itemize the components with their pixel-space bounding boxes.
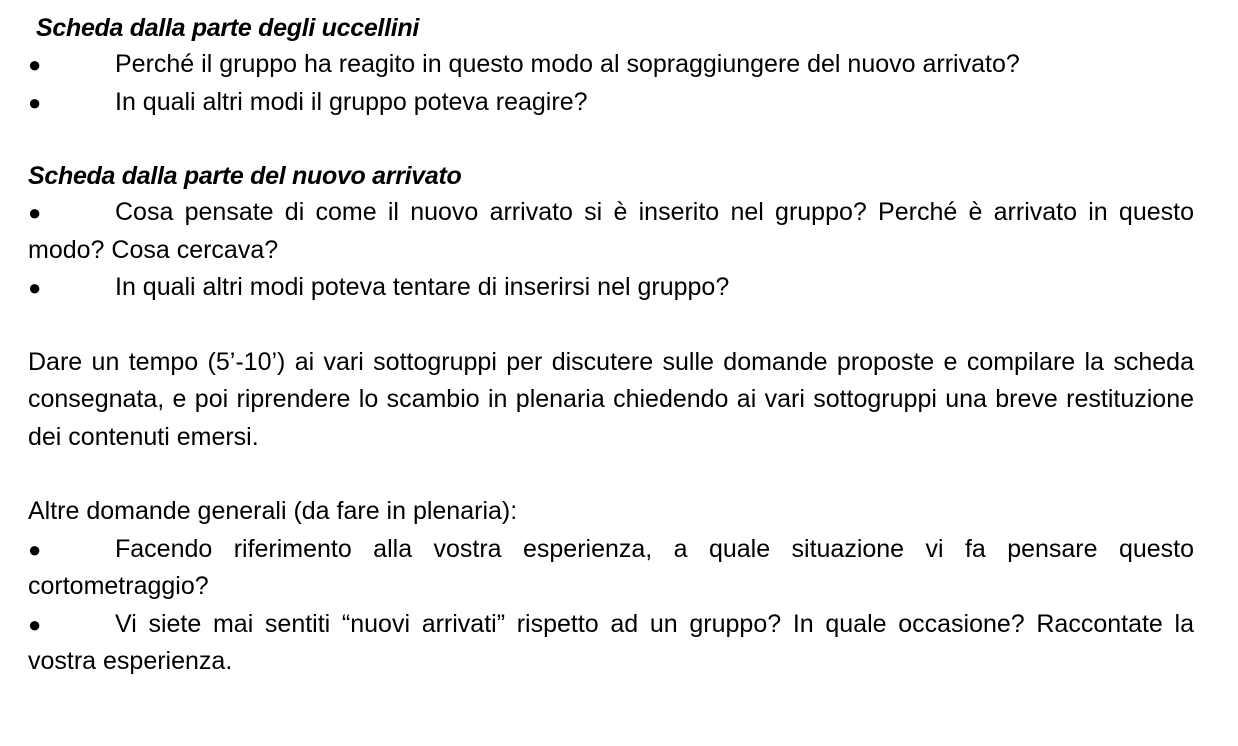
list-item-text: In quali altri modi il gruppo poteva reagire?: [115, 87, 588, 116]
list-item: [28, 46, 1194, 84]
section-heading-newcomer: Scheda dalla parte del nuovo arrivato: [28, 162, 462, 190]
blank-line: [28, 307, 1194, 344]
list-item: [28, 194, 1194, 269]
bullet-icon: ●: [28, 89, 42, 115]
blank-line: [28, 456, 1194, 493]
document-body: [28, 10, 1194, 681]
bullet-icon: ●: [28, 275, 42, 300]
section-heading-birds: Scheda dalla parte degli uccellini: [36, 14, 419, 42]
blank-line: [28, 121, 1194, 158]
bullet-icon: ●: [28, 611, 42, 637]
list-item: [28, 531, 1194, 606]
instructions-paragraph: Dare un tempo (5’-10’) ai vari sottogruppi per discutere sulle domande proposte e compilare la scheda consegnata, e poi riprendere lo scambio in plenaria chiedendo ai vari sottogruppi una breve restituzione dei contenuti emersi.: [28, 347, 1194, 451]
list-item-text: In quali altri modi poteva tentare di inserirsi nel gruppo?: [115, 273, 730, 301]
bullet-icon: ●: [28, 52, 42, 77]
bullet-icon: ●: [28, 200, 42, 225]
list-item-text: Perché il gruppo ha reagito in questo modo al sopraggiungere del nuovo arrivato?: [115, 50, 1020, 78]
list-item-text: Vi siete mai sentiti “nuovi arrivati” rispetto ad un gruppo? In quale occasione? Raccontate la vostra esperienza.: [28, 609, 1194, 675]
list-item-text: Cosa pensate di come il nuovo arrivato si è inserito nel gruppo? Perché è arrivato in questo modo? Cosa cercava?: [28, 198, 1194, 264]
list-item: [28, 606, 1194, 681]
general-questions-intro: Altre domande generali (da fare in plenaria):: [28, 497, 518, 525]
bullet-icon: ●: [28, 536, 42, 562]
list-item: [28, 269, 1194, 307]
list-item-text: Facendo riferimento alla vostra esperienza, a quale situazione vi fa pensare questo cortometraggio?: [28, 534, 1194, 600]
list-item: [28, 84, 1194, 122]
